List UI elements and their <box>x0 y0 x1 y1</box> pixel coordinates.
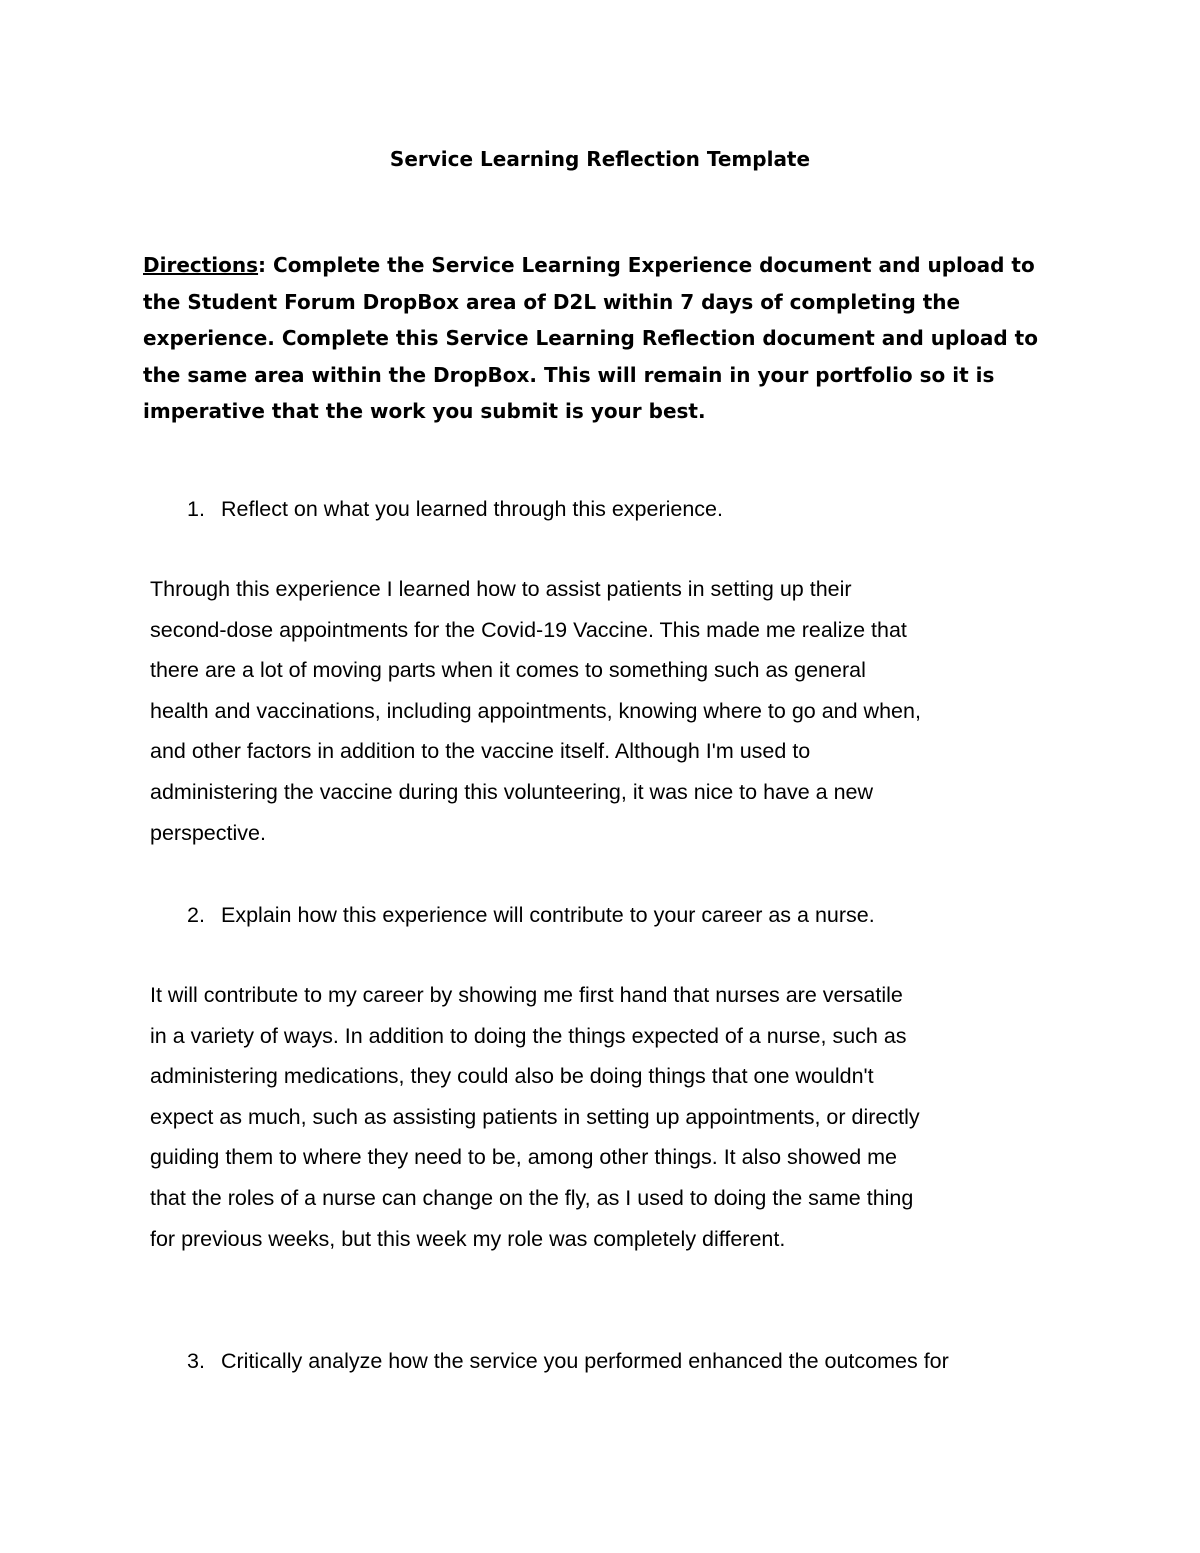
answer-line: that the roles of a nurse can change on the fly, as I used to doing the same thing <box>150 1185 914 1210</box>
directions-colon: : <box>258 253 267 277</box>
answer-line: perspective. <box>150 820 266 845</box>
directions-line: the same area within the DropBox. This will remain in your portfolio so it is <box>143 362 995 387</box>
question-text: Explain how this experience will contribute to your career as a nurse. <box>221 903 875 927</box>
question-number: 1. <box>187 497 205 521</box>
question-text: Critically analyze how the service you performed enhanced the outcomes for <box>221 1349 949 1373</box>
answer-line: second-dose appointments for the Covid-19 Vaccine. This made me realize that <box>150 617 907 642</box>
directions-line: experience. Complete this Service Learning Reflection document and upload to <box>143 326 1038 350</box>
answer-line: health and vaccinations, including appointments, knowing where to go and when, <box>150 698 921 723</box>
directions-line: imperative that the work you submit is your best. <box>143 399 706 423</box>
answer-1 <box>150 569 921 853</box>
answer-line: administering medications, they could also be doing things that one wouldn't <box>150 1064 874 1089</box>
answer-line: and other factors in addition to the vaccine itself. Although I'm used to <box>150 739 811 764</box>
question-number: 3. <box>187 1349 205 1373</box>
answer-line: guiding them to where they need to be, among other things. It also showed me <box>150 1145 897 1170</box>
question-number: 2. <box>187 903 205 927</box>
answer-line: there are a lot of moving parts when it comes to something such as general <box>150 658 866 683</box>
answer-line: Through this experience I learned how to assist patients in setting up their <box>150 577 852 601</box>
document-title: Service Learning Reflection Template <box>389 147 811 171</box>
question-text: Reflect on what you learned through this experience. <box>221 497 723 521</box>
answer-2 <box>150 975 920 1259</box>
question-3 <box>187 1346 949 1376</box>
answer-line: for previous weeks, but this week my role was completely different. <box>150 1226 786 1251</box>
directions-line: Complete the Service Learning Experience document and upload to <box>273 253 1035 277</box>
directions-line: the Student Forum DropBox area of D2L within 7 days of completing the <box>143 289 961 314</box>
question-2 <box>187 900 875 930</box>
answer-line: expect as much, such as assisting patients in setting up appointments, or directly <box>150 1104 920 1129</box>
answer-line: It will contribute to my career by showing me first hand that nurses are versatile <box>150 983 903 1007</box>
question-1 <box>187 494 723 524</box>
answer-line: in a variety of ways. In addition to doing the things expected of a nurse, such as <box>150 1023 907 1048</box>
directions-label: Directions <box>143 253 259 277</box>
directions-paragraph <box>143 247 1043 430</box>
answer-line: administering the vaccine during this volunteering, it was nice to have a new <box>150 779 874 804</box>
